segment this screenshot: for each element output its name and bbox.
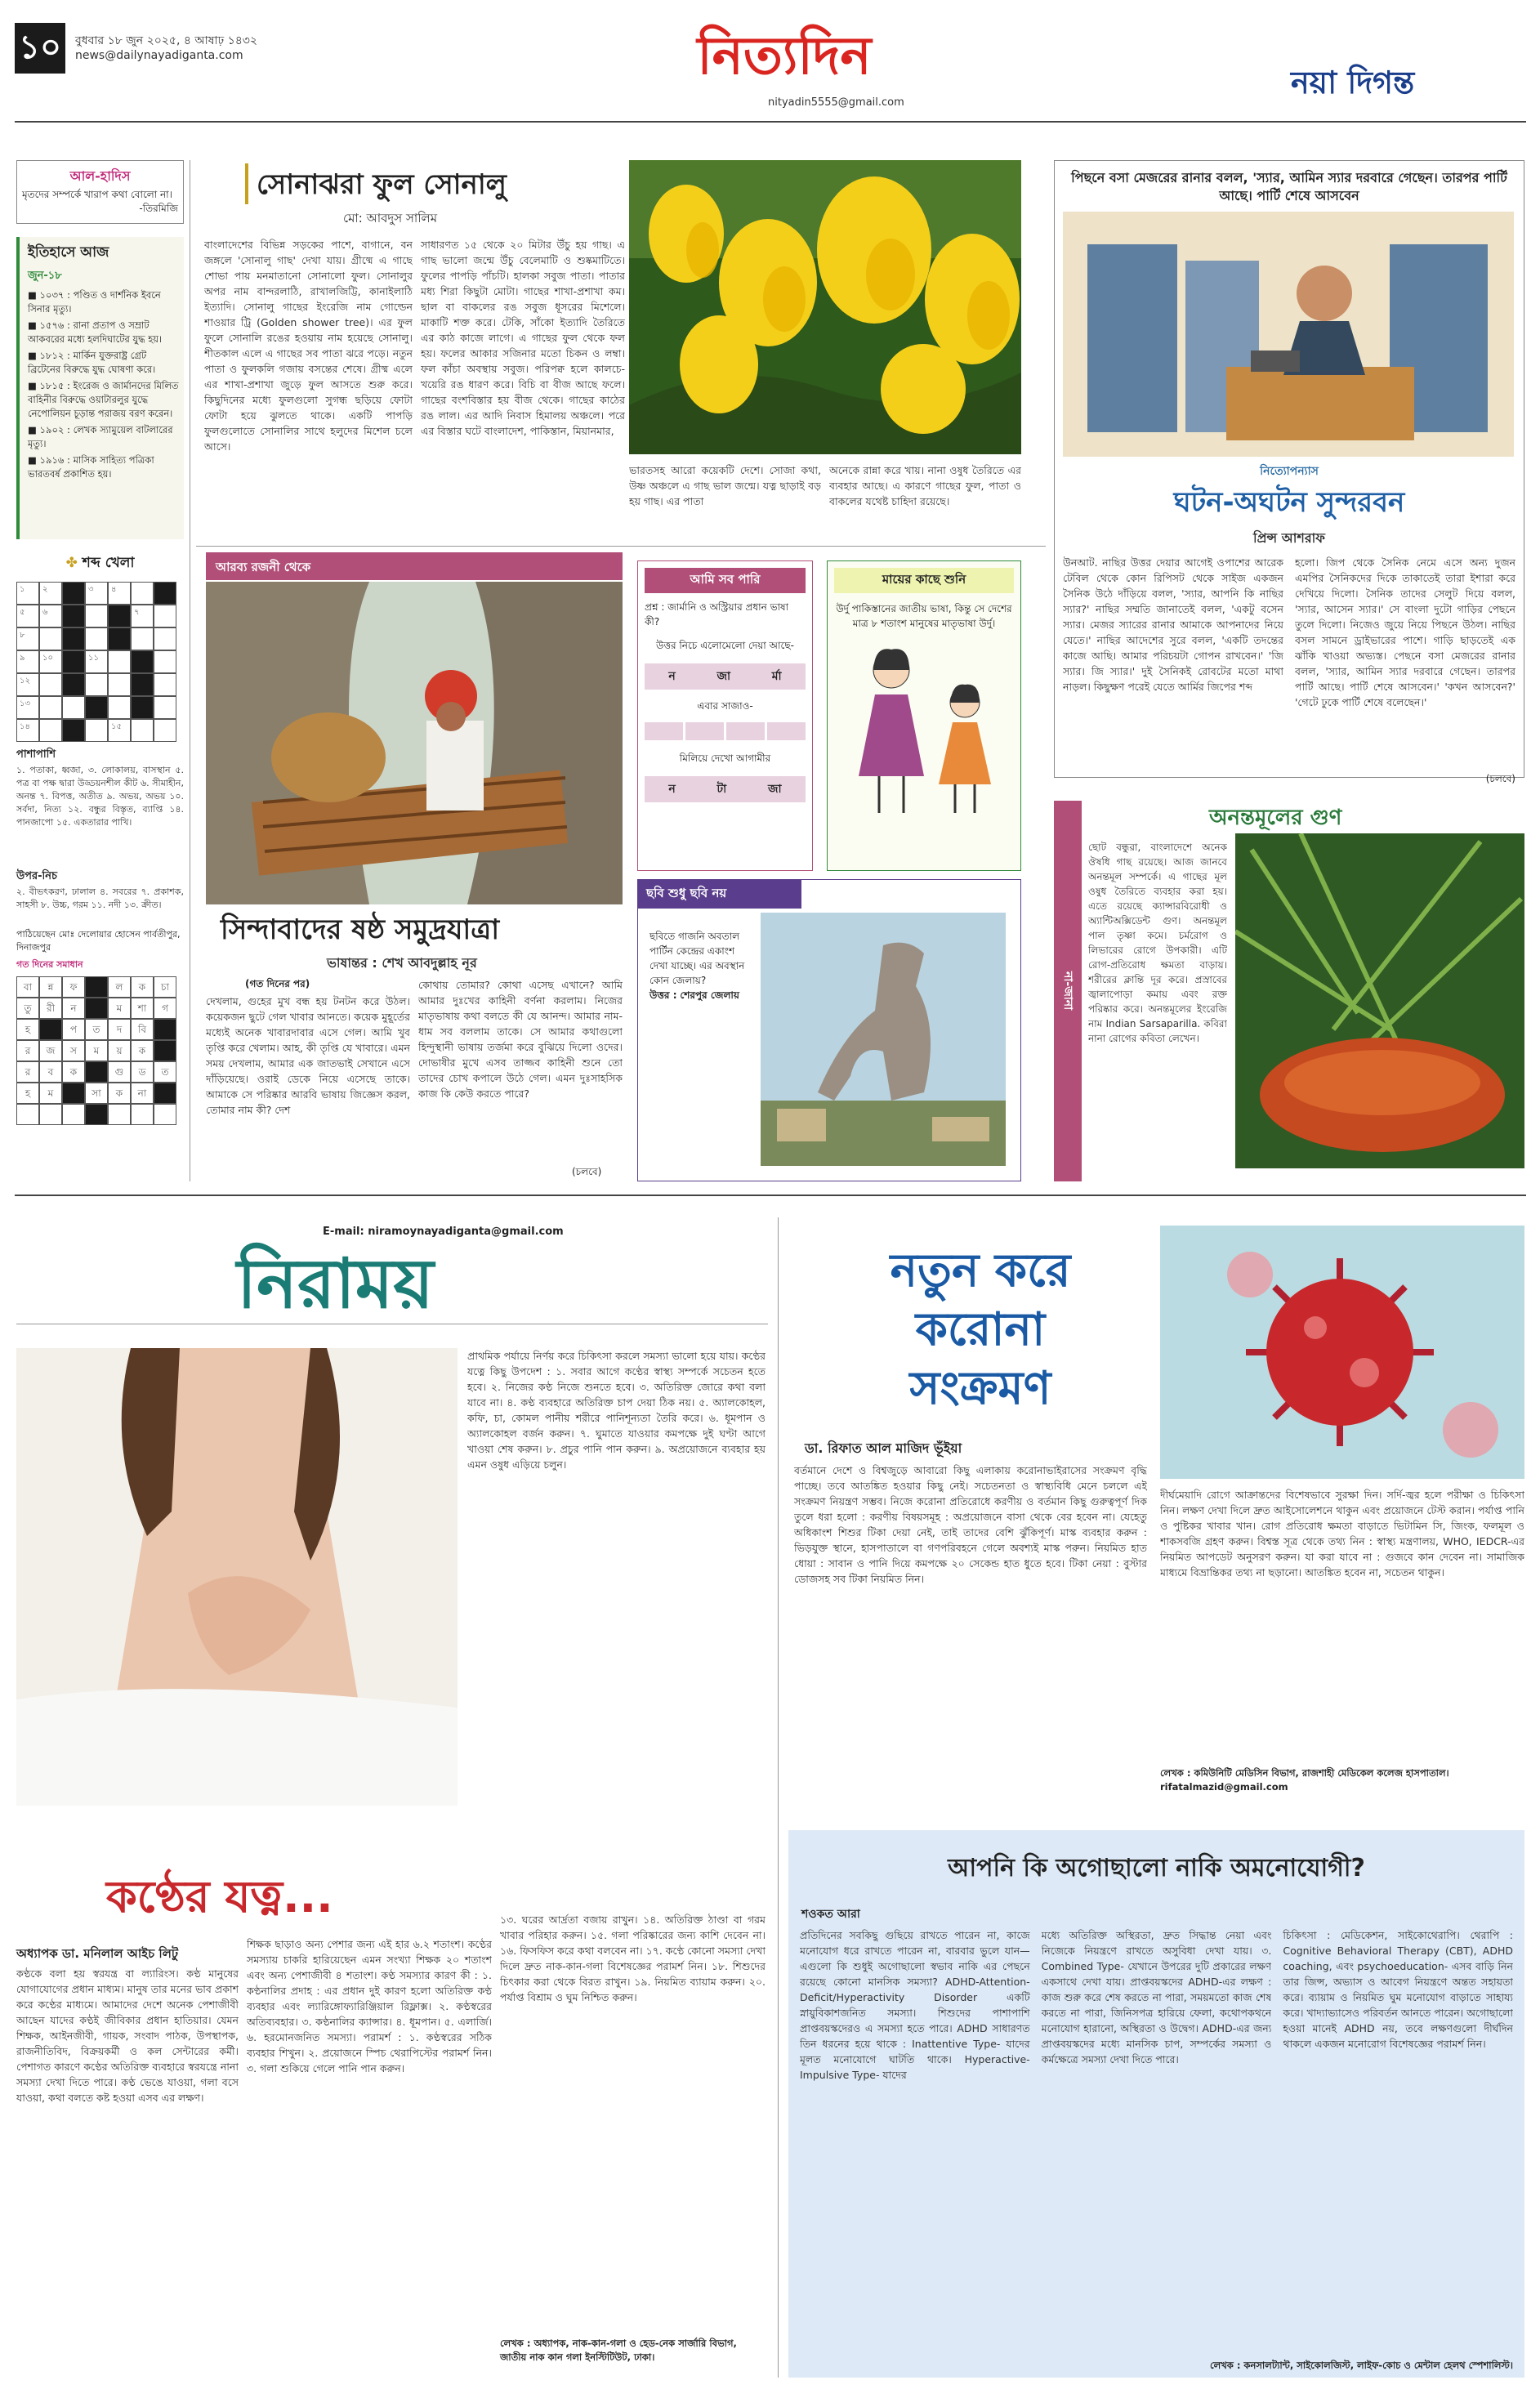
across-title: পাশাপাশি <box>16 748 56 761</box>
solution-cell <box>154 1040 176 1061</box>
chobi-box <box>637 879 1021 1181</box>
solution-cell: রী <box>39 998 62 1019</box>
solution-cell <box>154 1104 176 1125</box>
solution-cell: ড <box>131 1061 154 1083</box>
sindbad-title: সিন্দাবাদের ষষ্ঠ সমুদ্রযাত্রা <box>221 913 500 946</box>
crossword-cell <box>16 605 39 627</box>
down-title: উপর-নিচ <box>16 870 57 882</box>
sonalu-col3: ভারতসহ আরো কয়েকটি দেশে। সোজা কথা, উষ্ণ অঞ্চলে এ গাছ ভাল জন্মে। যত্ন ছাড়াই বড় হয় গাছ। এর পাতা <box>629 464 821 507</box>
solution-cell: ত <box>85 1019 108 1040</box>
history-item: ■ ১৯১৬ : মাসিক সাহিত্য পত্রিকা ভারতবর্ষ প্রকাশিত হয়। <box>28 454 154 480</box>
crossword-cell-number: ৯ <box>20 654 25 663</box>
crossword-cell <box>39 696 62 719</box>
corona-title-line2: করোনা <box>915 1303 1046 1356</box>
sindbad-col2: কোথায় তোমার? কোথা এসেছ এখানে? আমি আমার দুঃখের কাহিনী বর্ণনা করলাম। নিজের মাতৃভাষায় কথা বলতে কী যে আনন্দ। আমার নাম-ধাম সব বললাম তাকে। সে আমার কথাগুলো হিন্দুস্থানী ভাষায় তর্জমা করে বুঝিয়ে দিলো ওদের। দোভাষীর মুখে এসব তাজ্জব কাহিনী শুনে তো তাদের চোখ কপালে উঠে গেল। এমন দুঃসাহসিক কাজ কি কেউ করতে পারে? <box>418 979 623 1100</box>
crossword-icon: ✤ <box>65 555 78 571</box>
sindbad-illustration <box>206 582 623 904</box>
chobi-answer-label: উত্তর : <box>649 989 677 1001</box>
letter-tile: টা <box>716 783 727 796</box>
corona-author: ডা. রিফাত আল মাজিদ ভূঁইয়া <box>805 1440 962 1456</box>
crossword-cell-number: ৩ <box>88 585 94 594</box>
chobi-answer: শেরপুর জেলায় <box>680 989 739 1001</box>
crossword-cell-number: ১ <box>20 585 25 594</box>
letter-tile: ন <box>668 783 676 796</box>
serial-caption: পিছনে বসা মেজরের রানার বলল, 'স্যার, আমিন স্যার দরবারে গেছেন। তারপর পার্টি আছে। পার্টি শেষে আসবেন <box>1071 170 1507 203</box>
crossword-cell <box>154 582 176 605</box>
ami-sob-pari-hint3: মিলিয়ে দেখো আগামীর <box>679 752 771 764</box>
solution-cell: ক <box>131 976 154 998</box>
crossword-cell <box>85 627 108 650</box>
throat-title: কণ্ঠের যত্ন... <box>106 1871 333 1922</box>
crossword-cell-number: ৭ <box>134 608 140 617</box>
mid-horizontal-rule <box>196 546 1046 547</box>
ami-sob-pari-hint2: এবার সাজাও- <box>697 700 753 712</box>
crossword-cell <box>16 719 39 742</box>
serial-title: ঘটন-অঘটন সুন্দরবন <box>1173 486 1405 519</box>
crossword-cell <box>154 696 176 719</box>
section-email: nityadin5555@gmail.com <box>768 96 904 109</box>
adhd-author: শওকত আরা <box>801 1908 860 1921</box>
solution-cell: হ <box>16 1019 39 1040</box>
hadith-title: আল-হাদিস <box>69 168 131 184</box>
solution-cell <box>62 1104 85 1125</box>
solution-cell: শা <box>131 998 154 1019</box>
crossword-cell <box>62 696 85 719</box>
solution-cell: ক <box>131 1040 154 1061</box>
history-title: ইতিহাসে আজ <box>28 244 109 261</box>
corona-title <box>817 1242 1144 1418</box>
letter-tile: জা <box>768 783 782 796</box>
crossword-cell <box>16 627 39 650</box>
crossword-cell <box>131 582 154 605</box>
niramoy-title: নিরাময় <box>237 1244 434 1324</box>
crossword-title-text: শব্দ খেলা <box>82 555 135 571</box>
crossword-cell-number: ৮ <box>20 631 25 640</box>
sonalu-flower-image <box>629 160 1021 454</box>
serial-col1: উনআট. নাছির উত্তর দেয়ার আগেই ওপাশের আরেক টেবিল থেকে কোন রিপিসট থেকে সাইজ একজন সৈনিক উঠে দাঁড়িয়ে বলল, 'স্যার, আপনি কি নাছির স্যার?' নাছির সম্মতি জানাতেই বলল, 'একটু বসেন স্যার। মেজর স্যারের রানার আমাকে আপনাদের নিয়ে যেতে।' নাছির আদেশের সুরে বলল, 'একটি তদন্তের কাজে আছি। আমার পরিচয়টা গোপন রাখবেন।' 'জি স্যার। জি স্যার।' দুই সৈনিকই রোবটের মতো মাথা নাড়ল। কিছুক্ষণ পরেই যেতে আর্মির জিপের শব্দ <box>1063 556 1283 693</box>
solution-cell: ক <box>62 1061 85 1083</box>
hadith-box <box>16 160 184 224</box>
solution-cell <box>154 1019 176 1040</box>
crossword-cell-number: ১০ <box>42 654 53 663</box>
sonalu-author: মো: আবদুস সালিম <box>343 211 438 226</box>
ami-sob-pari-box <box>637 560 813 871</box>
solution-cell: ন <box>62 998 85 1019</box>
solution-grid <box>16 976 176 1125</box>
crossword-cell <box>108 696 131 719</box>
solution-cell: ন্ন <box>39 976 62 998</box>
solution-cell <box>16 1104 39 1125</box>
sonalu-col4: অনেকে রান্না করে খায়। নানা ওষুধ তৈরিতে এর ব্যবহার আছে। এ কারণে গাছের ফুল, পাতা ও বাকলের যথেষ্ট চাহিদা রয়েছে। <box>829 464 1021 507</box>
throat-col1: কণ্ঠকে বলা হয় স্বরযন্ত্র বা ল্যারিংস। কণ্ঠ মানুষের যোগাযোগের প্রধান মাধ্যম। মানুষ তার মনের ভাব প্রকাশ করে কণ্ঠের মাধ্যমে। আমাদের দেশে অনেক পেশাজীবী আছেন যাদের কণ্ঠই জীবিকার প্রধান হাতিয়ার। যেমন শিক্ষক, আইনজীবী, গায়ক, সংবাদ পাঠক, উপস্থাপক, রাজনীতিবিদ, বিক্রয়কর্মী ও কল সেন্টারের কর্মী। পেশাগত কারণে কণ্ঠের অতিরিক্ত ব্যবহারে স্বরযন্ত্রে নানা সমস্যা দেখা দিতে পারে। কণ্ঠ ভেঙে যাওয়া, গলা বসে যাওয়া, কথা বলতে কষ্ট হওয়া এসব এর লক্ষণ। <box>16 1967 239 2104</box>
crossword-cell-number: ৬ <box>42 608 48 617</box>
history-item: ■ ১৯০২ : লেখক স্যামুয়েল বাটলারের মৃত্যু। <box>28 424 173 449</box>
crossword-cell-number: ১৩ <box>20 699 30 708</box>
crossword-cell <box>108 582 131 605</box>
crossword-cell <box>154 719 176 742</box>
crossword-cell <box>131 605 154 627</box>
crossword-cell <box>85 719 108 742</box>
sindbad-tag: আরব্য রজনী থেকে <box>206 552 623 580</box>
crossword-cell <box>131 696 154 719</box>
solution-letters-row <box>645 776 806 802</box>
chobi-title: ছবি শুধু ছবি নয় <box>638 880 801 909</box>
hadith-text: মৃতদের সম্পর্কে খারাপ কথা বোলো না। <box>22 189 172 200</box>
serial-tag: নিত্যোপন্যাস <box>1260 465 1319 478</box>
solution-cell: গু <box>108 1061 131 1083</box>
history-item: ■ ১৮১৫ : ইংরেজ ও জার্মানদের মিলিত বাহিনীর বিরুদ্ধে ওয়াটারলুর যুদ্ধে নেপোলিয়ন চূড়ান্ত পরাজয় বরণ করেন। <box>28 380 179 419</box>
anantamul-side-text: না-জানা <box>1061 971 1074 1011</box>
crossword-cell <box>62 650 85 673</box>
niramoy-email: E-mail: niramoynayadiganta@gmail.com <box>323 1226 564 1238</box>
crossword-cell <box>85 605 108 627</box>
serial-continued: (চলবে) <box>1485 773 1515 784</box>
crossword-cell <box>16 650 39 673</box>
crossword-cell <box>39 719 62 742</box>
crossword-cell <box>108 719 131 742</box>
solution-cell: র <box>16 1040 39 1061</box>
solution-cell: প <box>62 1019 85 1040</box>
ami-sob-pari-hint1: উত্তর নিচে এলোমেলো দেয়া আছে- <box>656 640 794 651</box>
crossword-cell <box>16 582 39 605</box>
solution-cell: গ <box>154 998 176 1019</box>
header-email: news@dailynayadiganta.com <box>75 49 243 62</box>
sonalu-title: সোনাঝরা ফুল সোনালু <box>257 168 507 201</box>
adhd-footer: লেখক : কনসালট্যান্ট, সাইকোলজিস্ট, লাইফ-কোচ ও মেন্টাল হেলথ স্পেশালিস্ট। <box>1209 2360 1513 2371</box>
throat-col4: ১৩. ঘরের আর্দ্রতা বজায় রাখুন। ১৪. অতিরিক্ত ঠাণ্ডা বা গরম খাবার পরিহার করুন। ১৫. গলা পরিষ্কারের জন্য কাশি দেবেন না। ১৬. ফিসফিস করে কথা বলবেন না। ১৭. কণ্ঠে কোনো সমস্যা দেখা দিলে দ্রুত নাক-কান-গলা বিশেষজ্ঞের পরামর্শ নিন। ১৮. শিশুদের চিৎকার করা থেকে বিরত রাখুন। ১৯. নিয়মিত ব্যায়াম করুন। ২০. পর্যাপ্ত বিশ্রাম ও ঘুম নিশ্চিত করুন। <box>500 1913 766 2003</box>
solution-cell: ম <box>39 1083 62 1104</box>
corona-footer: লেখক : কমিউনিটি মেডিসিন বিভাগ, রাজশাহী মেডিকেল কলেজ হাসপাতাল। rifatalmazid@gmail.com <box>1160 1767 1449 1793</box>
adhd-col2: মধ্যে অতিরিক্ত অস্থিরতা, দ্রুত সিদ্ধান্ত নেয়া এবং নিজেকে নিয়ন্ত্রণে রাখতে অসুবিধা দেখা যায়। ৩. Combined Type- যেখানে উপরের দুটি প্রকারের লক্ষণ একসাথে দেখা যায়। প্রাপ্তবয়স্কদের ADHD-এর লক্ষণ : কাজ শুরু করে শেষ করতে না পারা, সময়মতো কাজ শেষ করতে না পারা, জিনিসপত্র হারিয়ে ফেলা, কথোপকথনে মনোযোগ হারানো, অস্থিরতা ও উদ্বেগ। ADHD-এর জন্য প্রাপ্তবয়স্কদের মধ্যে মানসিক চাপ, সম্পর্কের সমস্যা ও কর্মক্ষেত্রে সমস্যা দেখা দিতে পারে। <box>1041 1929 1272 2065</box>
scrambled-letters-row <box>645 663 806 690</box>
crossword-cell <box>62 627 85 650</box>
crossword-section <box>16 552 184 1181</box>
crossword-cell <box>108 605 131 627</box>
sonalu-col1: বাংলাদেশের বিভিন্ন সড়কের পাশে, বাগানে, বন জঙ্গলে 'সোনালু গাছ' দেখা যায়। গ্রীষ্মে এ গাছে শোভা পায় মনমাতানো সোনালো ফুল। সোনালুর অপর নাম বান্দরলাঠি, রাখালজিট্টি, কানাইলাঠি ইত্যাদি। সোনালু গাছের ইংরেজি নাম গোল্ডেন শাওয়ার ট্রি (Golden shower tree)। এর ফুল ফুলে সোনালি রঙের হওয়ায় নাম হয়েছে সোনালু। শীতকাল এলে এ গাছের সব পাতা ঝরে পড়ে। নতুন পাতা ও ফুলকলি গজায় বসন্তের শেষে। গ্রীষ্ম এলে এর শাখা-প্রশাখা জুড়ে ফুল আসতে শুরু করে। কিছুদিনের মধ্যে ফুলগুলো সুগন্ধ ছড়িয়ে ফোটা ফোটা হয়ে ঝুলতে থাকে। একটি পাপড়ি ফুলগুলোতে সোনালির সাথে হলুদের মিশেল চলে আসে। <box>204 239 413 453</box>
throat-col2: প্রাথমিক পর্যায়ে নির্ণয় করে চিকিৎসা করলে সমস্যা ভালো হয়ে যায়। কণ্ঠের যত্নে কিছু উপদেশ : ১. সবার আগে কণ্ঠের স্বাস্থ্য সম্পর্কে সচেতন হতে হবে। ২. নিজের কণ্ঠ নিজে শুনতে হবে। ৩. অতিরিক্ত জোরে কথা বলা যাবে না। ৪. কণ্ঠ ব্যবহারে অতিরিক্ত চাপ দেয়া ঠিক নয়। ৫. অ্যালকোহল, কফি, চা, কোমল পানীয় শরীরে পানিশূন্যতা তৈরি করে। ৬. ধূমপান ও অ্যালকোহল বর্জন করুন। ৭. ঘুমাতে যাওয়ার কমপক্ষে দুই ঘণ্টা আগে খাওয়া শেষ করুন। ৮. প্রচুর পানি পান করুন। ৯. অপ্রয়োজনে ব্যবহার হয় এমন ওষুধ এড়িয়ে চলুন। <box>467 1350 766 1471</box>
serial-author: প্রিন্স আশরাফ <box>1253 530 1325 546</box>
throat-footer: লেখক : অধ্যাপক, নাক-কান-গলা ও হেড-নেক সার্জারি বিভাগ, জাতীয় নাক কান গলা ইনস্টিটিউট, ঢাকা। <box>500 2338 737 2363</box>
serial-col2: হলো। জিপ থেকে সৈনিক নেমে এসে অন্য দুজন এমপির সৈনিকদের দিকে তাকাতেই তারা ইশারা করে দেখিয়ে দিলো। সৈনিক তাদের সেলুট দিয়ে বলল, 'স্যার, আসেন স্যার।' সে বাংলা দুটো গাড়ির পেছনে তুলে দিলো। নিজেও জুয়ে নিয়ে পিছনে উঠল। নাছির বসল সামনে ড্রাইভারের পাশে। গাড়ি ছাড়তেই এক ঝাঁকি খাওয়া অভ্যস্ত। পেছনে বসা মেজরের রানার বলল, 'স্যার, আমিন স্যার দরবারে গেছেন। তারপর পার্টি আছে। পার্টি শেষে আসবেন।' 'কখন আসবেন?' 'গেটে ঢুকে পার্টি শেষে বলেছেন।' <box>1295 556 1515 708</box>
crossword-cell <box>154 650 176 673</box>
crossword-cell <box>131 673 154 696</box>
dinosaur-park-image <box>761 913 1006 1166</box>
solution-cell: সা <box>85 1083 108 1104</box>
page-number-box <box>15 23 65 74</box>
crossword-cell <box>85 650 108 673</box>
chobi-question: ছবিতে গাজনি অবতাল পার্টিন কেন্দ্রের একাংশ দেখা যাচ্ছে। এর অবস্থান কোন জেলায়? <box>649 931 745 986</box>
anantamul-side-tag <box>1054 801 1082 1181</box>
page-number: ১০ <box>19 28 61 66</box>
crossword-cell <box>62 605 85 627</box>
solution-cell: চা <box>154 976 176 998</box>
down-clues: ২. বীভৎকরণ, ঢালাল ৪. সবরের ৭. প্রকাশক, সাহসী ৮. উচ্চ, গরম ১১. নদী ১৩. ক্রীত। <box>16 886 184 910</box>
corona-title-line1: নতুন করে <box>890 1244 1071 1297</box>
solution-cell: বি <box>131 1019 154 1040</box>
crossword-cell <box>62 582 85 605</box>
sindbad-translator: ভাষান্তর : শেখ আবদুল্লাহ নূর <box>327 955 477 971</box>
solution-cell: ল <box>108 976 131 998</box>
adhd-title: আপনি কি অগোছালো নাকি অমনোযোগী? <box>948 1854 1365 1882</box>
history-item: ■ ১৫৭৬ : রানা প্রতাপ ও সম্রাট আকবরের মধ্যে হলদিঘাটের যুদ্ধ হয়। <box>28 319 163 345</box>
crossword-cell <box>85 673 108 696</box>
crossword-cell <box>85 582 108 605</box>
crossword-cell <box>62 673 85 696</box>
crossword-cell-number: ৫ <box>20 608 25 617</box>
letter-tile: জা <box>716 670 731 683</box>
solution-cell: র <box>16 1061 39 1083</box>
adhd-col1: প্রতিদিনের সবকিছু গুছিয়ে রাখতে পারেন না, কাজে মনোযোগ ধরে রাখতে পারেন না, বারবার ভুলে যান—এগুলো কি শুধুই অগোছালো স্বভাব নাকি এর পেছনে রয়েছে কোনো মানসিক সমস্যা? ADHD-Attention-Deficit/Hyperactivity Disorder একটি স্নায়ুবিকাশজনিত সমস্যা। শিশুদের পাশাপাশি প্রাপ্তবয়স্কদেরও এ সমস্যা হতে পারে। ADHD সাধারণত তিন ধরনের হয়ে থাকে : Inattentive Type- যাদের মূলত মনোযোগে ঘাটতি থাকে। Hyperactive-Impulsive Type- যাদের <box>800 1929 1030 2081</box>
anantamul-title: অনন্তমূলের গুণ <box>1209 806 1342 830</box>
crossword-cell <box>39 650 62 673</box>
mayer-kache-text: উর্দু পাকিস্তানের জাতীয় ভাষা, কিন্তু সে দেশের মাত্র ৮ শতাংশ মানুষের মাতৃভাষা উর্দু। <box>836 603 1012 629</box>
page-section-rule <box>15 1195 1526 1196</box>
solution-cell: বা <box>16 976 39 998</box>
serial-novel-box <box>1054 160 1524 784</box>
virus-image <box>1160 1226 1524 1479</box>
mayer-kache-box <box>827 560 1021 871</box>
solution-cell: ম <box>108 998 131 1019</box>
solution-cell <box>85 1061 108 1083</box>
solution-cell <box>39 1019 62 1040</box>
crossword-cell <box>154 605 176 627</box>
crossword-cell <box>16 673 39 696</box>
crossword-cell <box>131 627 154 650</box>
solution-cell: তু <box>16 998 39 1019</box>
history-date: জুন-১৮ <box>28 270 62 282</box>
adhd-col3: চিকিৎসা : মেডিকেশন, সাইকোথেরাপি। থেরাপি : Cognitive Behavioral Therapy (CBT), ADHD coaching, এবং psychoeducation- এসব বাড়ি নিন তার জিন্স, অভ্যাস ও আবেগ নিয়ন্ত্রণে অন্তত সহায়তা করে। ব্যায়াম ও নিয়মিত ঘুম মনোযোগ বাড়াতে সাহায্য করে। খাদ্যাভ্যাসেও পরিবর্তন আনতে পারেন। অগোছালো হওয়া মানেই ADHD নয়, তবে লক্ষণগুলো দীর্ঘদিন থাকলে একজন মনোরোগ বিশেষজ্ঞের পরামর্শ নিন। <box>1283 1929 1514 2050</box>
chobi-text <box>649 929 756 1003</box>
section-title: নিত্যদিন <box>697 26 872 87</box>
crossword-cell <box>39 627 62 650</box>
solution-cell <box>85 998 108 1019</box>
crossword-cell <box>39 673 62 696</box>
anantamul-text: ছোট বন্ধুরা, বাংলাদেশে অনেক ঔষধি গাছ রয়েছে। আজ জানবে অনন্তমূল সম্পর্কে। এ গাছের মূল ওষুধ তৈরিতে ব্যবহার করা হয়। এতে রয়েছে ক্যান্সারবিরোধী ও অ্যান্টিঅক্সিডেন্ট গুণ। অনন্তমূল পাল তৃষ্ণা কমে। চর্মরোগ ও লিভারের রোগে উপকারী। এটি রোগ-প্রতিরোধ ক্ষমতা বাড়ায়। শরীরের ক্লান্তি দূর করে। প্রস্রাবের জ্বালাপোড়া কমায় এবং রক্ত পরিষ্কার করে। অনন্তমূলের ইংরেজি নাম Indian Sarsaparilla. কবিরা নানা রোগের কবিতা লেখেন। <box>1088 842 1227 1044</box>
corona-title-line3: সংক্রমণ <box>909 1362 1051 1415</box>
throat-author: অধ্যাপক ডা. মনিলাল আইচ লিটু <box>16 1946 179 1961</box>
solution-cell <box>108 1104 131 1125</box>
solution-cell <box>85 976 108 998</box>
niramoy-col-divider <box>778 1217 779 2378</box>
solution-cell: য় <box>108 1040 131 1061</box>
crossword-cell <box>39 582 62 605</box>
adhd-box <box>788 1830 1524 2378</box>
history-item: ■ ১৮১২ : মার্কিন যুক্তরাষ্ট্র গ্রেট ব্রিটেনের বিরুদ্ধে যুদ্ধ ঘোষণা করে। <box>28 350 156 375</box>
solution-cell: ব <box>39 1061 62 1083</box>
crossword-cell <box>39 605 62 627</box>
crossword-cell <box>108 650 131 673</box>
office-illustration <box>1063 212 1515 457</box>
crossword-cell <box>16 696 39 719</box>
crossword-cell-number: ১৪ <box>20 722 30 731</box>
crossword-cell <box>108 673 131 696</box>
history-item: ■ ১০৩৭ : পণ্ডিত ও দার্শনিক ইবনে সিনার মৃত্যু। <box>28 289 161 315</box>
anantamul-image <box>1235 833 1524 1168</box>
corona-col2: দীর্ঘমেয়াদি রোগে আক্রান্তদের বিশেষভাবে সুরক্ষা দিন। সর্দি-জ্বর হলে পরীক্ষা ও চিকিৎসা নিন। লক্ষণ দেখা দিলে দ্রুত আইসোলেশনে থাকুন এবং প্রয়োজনে টেস্ট করান। পর্যাপ্ত পানি ও পুষ্টিকর খাবার খান। রোগ প্রতিরোধ ক্ষমতা বাড়াতে ভিটামিন সি, জিংক, ফলমূল ও শাকসবজি গ্রহণ করুন। বিশ্বস্ত সূত্র থেকে তথ্য নিন : স্বাস্থ্য মন্ত্রণালয়, WHO, IEDCR-এর নিয়মিত আপডেট অনুসরণ করুন। যা করা যাবে না : গুজবে কান দেবেন না। সামাজিক মাধ্যমে বিভ্রান্তিকর তথ্য না ছড়ানো। আতঙ্কিত হবেন না, সচেতন থাকুন। <box>1160 1489 1524 1579</box>
history-list <box>28 288 179 481</box>
solution-cell <box>131 1104 154 1125</box>
crossword-grid <box>16 582 176 742</box>
crossword-cell <box>154 627 176 650</box>
answer-blank-row <box>645 722 806 740</box>
sonalu-title-band <box>245 163 572 204</box>
solution-cell: ত <box>154 1061 176 1083</box>
crossword-cell <box>85 696 108 719</box>
crossword-cell-number: ১৫ <box>111 722 122 731</box>
sindbad-col1: দেখলাম, গুহের মুখ বন্ধ হয় টনটন করে উঠল। কয়েকজন ছুটে গেল খাবার আনতে। কয়েক মুহূর্তের মধ্যেই অনেক খাবারদাবার এসে গেল। আমি খুব তৃপ্তি করে খেলাম। আহ, কী তৃপ্তি যে খাবারে। এমন সময় দেখলাম, আমার এক জাতভাই সেখানে এসে দাঁড়িয়েছে। ওরাই ডেকে নিয়ে এসেছে তাকে। আমাকে সে পরিষ্কার আরবি ভাষায় জিজ্ঞেস করল, তোমার নাম কী? দেশ <box>206 995 410 1116</box>
solution-cell <box>62 1083 85 1104</box>
throat-col3: শিক্ষক ছাড়াও অন্য পেশার জন্য এই হার ৬.২ শতাংশ। কণ্ঠের সমস্যায় চাকরি হারিয়েছেন এমন সংখ্যা শিক্ষক ২০ শতাংশ এবং অন্য পেশাজীবী ৪ শতাংশ। কণ্ঠ সমস্যার কারণ কী : ১. কণ্ঠনালির প্রদাহ : এর প্রধান দুই কারণ হলো অতিরিক্ত কণ্ঠ ব্যবহার এবং ল্যারিঙ্গোফ্যারিঞ্জিয়াল রিফ্লাক্স। ২. কণ্ঠস্বরের অতিব্যবহার। ৩. কণ্ঠনালির ক্যান্সার। ৪. ধূমপান। ৫. এলার্জি। ৬. হরমোনজনিত সমস্যা। পরামর্শ : ১. কণ্ঠস্বরের সঠিক ব্যবহার শিখুন। ২. প্রয়োজনে স্পিচ থেরাপিস্টের পরামর্শ নিন। ৩. গলা শুকিয়ে গেলে পানি পান করুন। <box>247 1938 492 2074</box>
newspaper-logo: নয়া দিগন্ত <box>1291 65 1415 100</box>
across-clues: ১. পতাকা, ধ্বজা, ৩. লোকালয়, বাসস্থান ৫. পত্র বা পক্ষ দ্বারা উড্ডয়নশীল কীট ৬. সীমাহীন, অনন্ত ৭. বিপত্ত, অতীত ৯. অভয়, অভয় ১০. সর্বদা, নিত্য ১২. বন্ধুর বিস্তৃত, ব্যাপ্তি ১৪. পানজাপো ১৫. একতারার পাখি। <box>16 765 184 828</box>
crossword-cell <box>131 650 154 673</box>
crossword-cell-number: ১২ <box>20 677 30 685</box>
letter-tile: ন <box>668 670 676 683</box>
crossword-cell-number: ২ <box>42 585 48 594</box>
sonalu-col2: সাধারণত ১৫ থেকে ২০ মিটার উঁচু হয় গাছ। এ গাছ ভালো জন্মে উঁচু বেলেমাটি ও শুষ্কমাটিতে। ফুলের পাপড়ি পাঁচটি। হালকা সবুজ পাতা। পাতার মধ্য শিরা কিছুটা মোটা। গাছের শাখা-প্রশাখা কম। ছাল বা বাকলের রঙ সবুজ ধূসরের মিশেলে। মাকাটি শক্ত করে। টেকি, সাঁকো ইত্যাদি তৈরিতে এর কাঠ কাজে লাগে। এ গাছের ফুল থেকে ফল হয়। ফলের আকার সজিনার মতো চিকন ও লম্বা। ফল কাঁচা অবস্থায় সবুজ। পরিপক্ব হলে কালচে-খয়েরি রঙ ধারণ করে। বিচি বা বীজ আছে ফলে। গাছের বংশবিস্তার হয় বীজ থেকে। গাছের কাঠের রঙ লাল। এর আদি নিবাস হিমালয় অঞ্চলে। পরে এর বিস্তার ঘটে বাংলাদেশ, পাকিস্তান, মিয়ানমার, <box>421 239 625 437</box>
solution-cell <box>154 1083 176 1104</box>
solution-cell <box>39 1104 62 1125</box>
solution-cell <box>85 1104 108 1125</box>
hadith-source: -তিরমিজি <box>139 203 178 214</box>
solution-cell: না <box>131 1083 154 1104</box>
letter-tile: র্মা <box>771 670 782 683</box>
solution-cell: হ <box>16 1083 39 1104</box>
crossword-cell <box>62 719 85 742</box>
solution-title: গত দিনের সমাধান <box>16 959 83 970</box>
corona-col1: বর্তমানে দেশে ও বিশ্বজুড়ে আবারো কিছু এলাকায় করোনাভাইরাসের সংক্রমণ বৃদ্ধি পাচ্ছে। তবে আতঙ্কিত হওয়ার কিছু নেই। সচেতনতা ও স্বাস্থ্যবিধি মেনে চললে এই সংক্রমণ নিয়ন্ত্রণ সম্ভব। নিজে করোনা প্রতিরোধে করণীয় ও বর্তমান কিছু গুরুত্বপূর্ণ দিক তুলে ধরা হলো : করণীয় বিষয়সমূহ : অপ্রয়োজনে বাসা থেকে বের হবেন না। যেহেতু অধিকাংশ শিশুর টিকা দেয়া নেই, তাই তাদের বেশি ঝুঁকিপূর্ণ। মাস্ক ব্যবহার করুন : ভিড়যুক্ত স্থানে, হাসপাতালে বা গণপরিবহনে গেলে অবশ্যই মাস্ক পরুন। নিয়মিত হাত ধোয়া : সাবান ও পানি দিয়ে কমপক্ষে ২০ সেকেন্ড হাত ধুতে হবে। টিকা নেয়া : বুস্টার ডোজসহ সব টিকা নিয়মিত নিন। <box>794 1464 1147 1585</box>
solution-cell: দ <box>108 1019 131 1040</box>
header-rule <box>15 121 1526 123</box>
crossword-cell <box>108 627 131 650</box>
ami-sob-pari-question: প্রশ্ন : জার্মানি ও অস্ট্রিয়ার প্রধান ভাষা কী? <box>645 601 789 627</box>
girls-illustration <box>834 637 1014 825</box>
sindbad-continued: (চলবে) <box>572 1166 602 1177</box>
crossword-cell-number: ১১ <box>88 654 99 663</box>
crossword-cell <box>131 719 154 742</box>
date-line: বুধবার ১৮ জুন ২০২৫, ৪ আষাঢ় ১৪৩২ <box>75 34 257 47</box>
sindbad-previous: (গত দিনের পর) <box>245 978 310 989</box>
solution-cell: জ <box>39 1040 62 1061</box>
mayer-kache-title: মায়ের কাছে শুনি <box>834 568 1014 593</box>
ami-sob-pari-title: আমি সব পারি <box>645 568 806 593</box>
crossword-cell <box>154 673 176 696</box>
crossword-winner: পাঠিয়েছেন মোঃ দেলোয়ার হোসেন পার্বতীপুর, দিনাজপুর <box>16 929 181 953</box>
crossword-cell-number: ৪ <box>111 585 117 594</box>
crossword-title <box>16 552 184 575</box>
solution-cell: ক <box>108 1083 131 1104</box>
history-box <box>16 237 184 539</box>
throat-image <box>16 1348 458 1806</box>
solution-cell: ম <box>85 1040 108 1061</box>
solution-cell: স <box>62 1040 85 1061</box>
solution-cell: ফ <box>62 976 85 998</box>
